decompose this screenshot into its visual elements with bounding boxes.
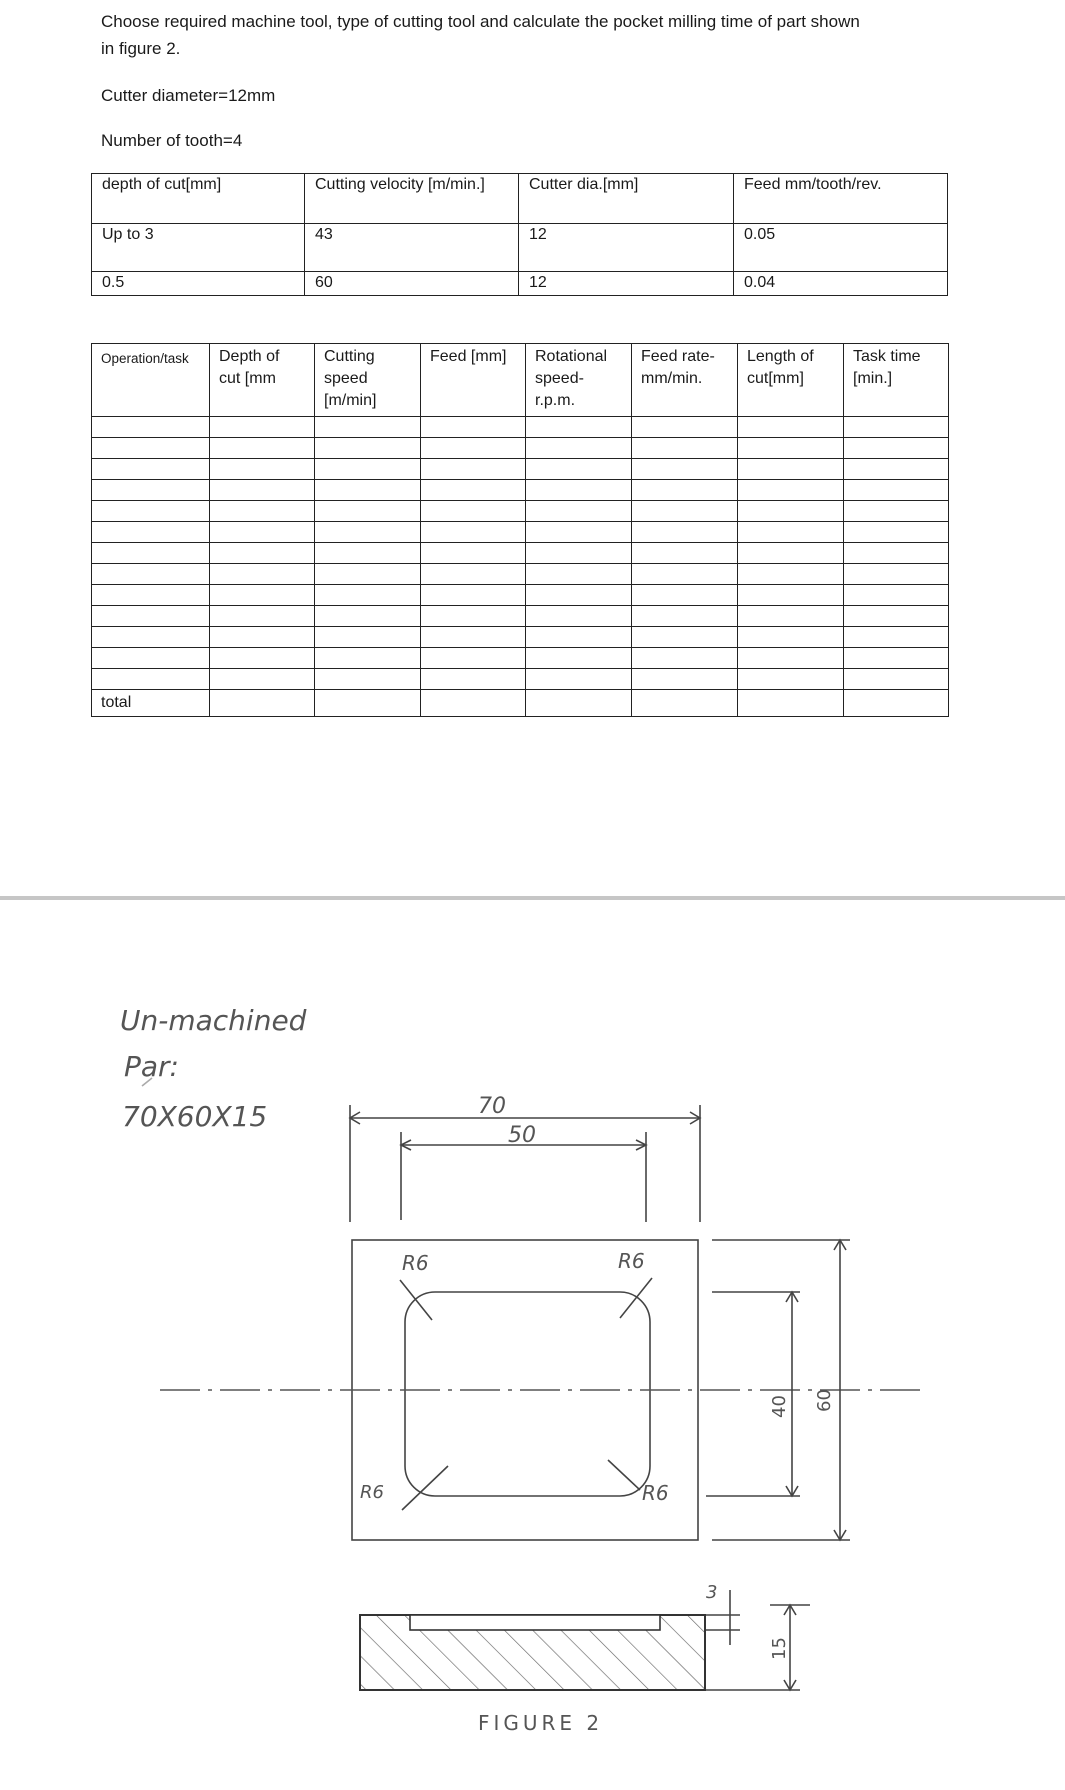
radius-label-bottom-left: R6	[360, 1482, 384, 1503]
radius-label-top-right: R6	[618, 1249, 645, 1273]
empty-cell	[844, 606, 949, 627]
empty-cell	[421, 459, 526, 480]
table-row	[92, 272, 948, 296]
empty-cell	[210, 564, 315, 585]
empty-cell	[844, 648, 949, 669]
table-row	[92, 648, 949, 669]
header-operation-task: Operation/task	[92, 344, 210, 417]
empty-cell	[526, 438, 632, 459]
figure-caption: FIGURE 2	[478, 1711, 604, 1735]
empty-cell	[92, 501, 210, 522]
empty-cell	[315, 648, 421, 669]
dim-50-label: 50	[508, 1123, 536, 1148]
header-cutting-speed: Cutting speed [m/min]	[315, 344, 421, 417]
empty-cell	[844, 564, 949, 585]
intro-line-2: in figure 2.	[101, 39, 181, 58]
note-part: Par:	[124, 1050, 179, 1083]
empty-cell	[632, 669, 738, 690]
dim-3-label: 3	[706, 1582, 718, 1603]
empty-cell	[632, 522, 738, 543]
total-cell	[632, 690, 738, 717]
pocket-part-drawing	[0, 900, 1065, 1790]
cell-velocity: 43	[305, 224, 519, 272]
empty-cell	[632, 564, 738, 585]
note-unmachined: Un-machined	[120, 1004, 307, 1037]
empty-cell	[526, 522, 632, 543]
empty-cell	[421, 669, 526, 690]
empty-cell	[526, 606, 632, 627]
empty-cell	[844, 501, 949, 522]
empty-cell	[315, 417, 421, 438]
header-feed-rate: Feed rate- mm/min.	[632, 344, 738, 417]
cell-cutter-dia: 12	[519, 272, 734, 296]
table-row	[92, 459, 949, 480]
empty-cell	[92, 606, 210, 627]
empty-cell	[421, 438, 526, 459]
empty-cell	[210, 627, 315, 648]
empty-cell	[315, 669, 421, 690]
empty-cell	[92, 648, 210, 669]
empty-cell	[738, 438, 844, 459]
empty-cell	[844, 543, 949, 564]
empty-cell	[92, 627, 210, 648]
empty-cell	[738, 648, 844, 669]
table-row	[92, 501, 949, 522]
total-cell	[844, 690, 949, 717]
cutter-diameter-text: Cutter diameter=12mm	[101, 86, 276, 105]
total-label: total	[92, 690, 210, 717]
table-row	[92, 627, 949, 648]
table-row	[92, 606, 949, 627]
empty-cell	[315, 606, 421, 627]
header-feed: Feed [mm]	[421, 344, 526, 417]
cell-cutter-dia: 12	[519, 224, 734, 272]
empty-cell	[844, 585, 949, 606]
empty-cell	[210, 480, 315, 501]
header-feed-per-tooth: Feed mm/tooth/rev.	[734, 174, 948, 224]
empty-cell	[738, 522, 844, 543]
empty-cell	[210, 543, 315, 564]
empty-cell	[315, 564, 421, 585]
empty-cell	[844, 417, 949, 438]
header-task-time: Task time [min.]	[844, 344, 949, 417]
intro-line-1: Choose required machine tool, type of cutting tool and calculate the pocket milling time of part shown	[101, 12, 860, 31]
empty-cell	[421, 564, 526, 585]
empty-cell	[738, 627, 844, 648]
table-row	[92, 564, 949, 585]
empty-cell	[421, 627, 526, 648]
header-cutting-velocity: Cutting velocity [m/min.]	[305, 174, 519, 224]
header-length-of-cut: Length of cut[mm]	[738, 344, 844, 417]
empty-cell	[738, 564, 844, 585]
table-row	[92, 480, 949, 501]
radius-label-bottom-right: R6	[642, 1481, 669, 1505]
empty-cell	[632, 480, 738, 501]
empty-cell	[92, 585, 210, 606]
empty-cell	[421, 417, 526, 438]
empty-cell	[738, 417, 844, 438]
cell-depth: Up to 3	[92, 224, 305, 272]
dim-40-label: 40	[769, 1395, 790, 1418]
empty-cell	[421, 501, 526, 522]
empty-cell	[92, 564, 210, 585]
empty-cell	[92, 669, 210, 690]
empty-cell	[738, 585, 844, 606]
empty-cell	[315, 585, 421, 606]
empty-cell	[844, 459, 949, 480]
empty-cell	[421, 522, 526, 543]
empty-cell	[315, 522, 421, 543]
table-row	[92, 669, 949, 690]
table-row	[92, 438, 949, 459]
calculation-header-row	[92, 344, 949, 417]
empty-cell	[315, 459, 421, 480]
table-row	[92, 224, 948, 272]
header-cutter-dia: Cutter dia.[mm]	[519, 174, 734, 224]
header-rotational-speed: Rotational speed- r.p.m.	[526, 344, 632, 417]
empty-cell	[92, 480, 210, 501]
empty-cell	[526, 627, 632, 648]
empty-cell	[632, 648, 738, 669]
cell-depth: 0.5	[92, 272, 305, 296]
cutting-data-table	[91, 173, 948, 296]
empty-cell	[315, 543, 421, 564]
empty-cell	[632, 543, 738, 564]
empty-cell	[526, 648, 632, 669]
empty-cell	[738, 480, 844, 501]
empty-cell	[844, 438, 949, 459]
empty-cell	[632, 501, 738, 522]
empty-cell	[526, 564, 632, 585]
empty-cell	[632, 627, 738, 648]
table-row	[92, 417, 949, 438]
note-part-size: 70X60X15	[122, 1100, 268, 1133]
empty-cell	[844, 627, 949, 648]
cell-feed: 0.04	[734, 272, 948, 296]
dim-70-label: 70	[478, 1094, 506, 1119]
header-depth-of-cut: Depth of cut [mm	[210, 344, 315, 417]
empty-cell	[421, 585, 526, 606]
cell-velocity: 60	[305, 272, 519, 296]
header-depth-of-cut: depth of cut[mm]	[92, 174, 305, 224]
table-row	[92, 522, 949, 543]
empty-cell	[421, 480, 526, 501]
total-cell	[210, 690, 315, 717]
empty-cell	[844, 669, 949, 690]
empty-cell	[92, 522, 210, 543]
empty-cell	[632, 459, 738, 480]
empty-cell	[210, 669, 315, 690]
empty-cell	[210, 648, 315, 669]
empty-cell	[92, 459, 210, 480]
total-cell	[526, 690, 632, 717]
empty-cell	[210, 606, 315, 627]
empty-cell	[210, 585, 315, 606]
cutting-data-header-row	[92, 174, 948, 224]
empty-cell	[526, 459, 632, 480]
empty-cell	[210, 501, 315, 522]
empty-cell	[421, 606, 526, 627]
empty-cell	[92, 417, 210, 438]
total-cell	[315, 690, 421, 717]
empty-cell	[844, 480, 949, 501]
radius-label-top-left: R6	[402, 1251, 429, 1275]
empty-cell	[210, 438, 315, 459]
empty-cell	[315, 438, 421, 459]
number-of-tooth-text: Number of tooth=4	[101, 131, 243, 150]
empty-cell	[526, 585, 632, 606]
dim-60-label: 60	[814, 1389, 835, 1412]
empty-cell	[844, 522, 949, 543]
total-row	[92, 690, 949, 717]
empty-cell	[315, 627, 421, 648]
empty-cell	[738, 543, 844, 564]
empty-cell	[632, 585, 738, 606]
empty-cell	[526, 543, 632, 564]
dim-15-label: 15	[769, 1637, 790, 1660]
empty-cell	[526, 417, 632, 438]
empty-cell	[210, 522, 315, 543]
empty-cell	[421, 543, 526, 564]
cell-feed: 0.05	[734, 224, 948, 272]
total-cell	[421, 690, 526, 717]
empty-cell	[421, 648, 526, 669]
empty-cell	[526, 501, 632, 522]
empty-cell	[632, 438, 738, 459]
empty-cell	[315, 480, 421, 501]
table-row	[92, 543, 949, 564]
empty-cell	[632, 417, 738, 438]
empty-cell	[92, 438, 210, 459]
empty-cell	[210, 459, 315, 480]
empty-cell	[632, 606, 738, 627]
empty-cell	[315, 501, 421, 522]
empty-cell	[526, 480, 632, 501]
empty-cell	[210, 417, 315, 438]
empty-cell	[92, 543, 210, 564]
table-row	[92, 585, 949, 606]
total-cell	[738, 690, 844, 717]
empty-cell	[526, 669, 632, 690]
empty-cell	[738, 459, 844, 480]
calculation-table	[91, 343, 949, 717]
empty-cell	[738, 501, 844, 522]
empty-cell	[738, 606, 844, 627]
empty-cell	[738, 669, 844, 690]
pocket-depth-cutaway	[410, 1615, 660, 1630]
